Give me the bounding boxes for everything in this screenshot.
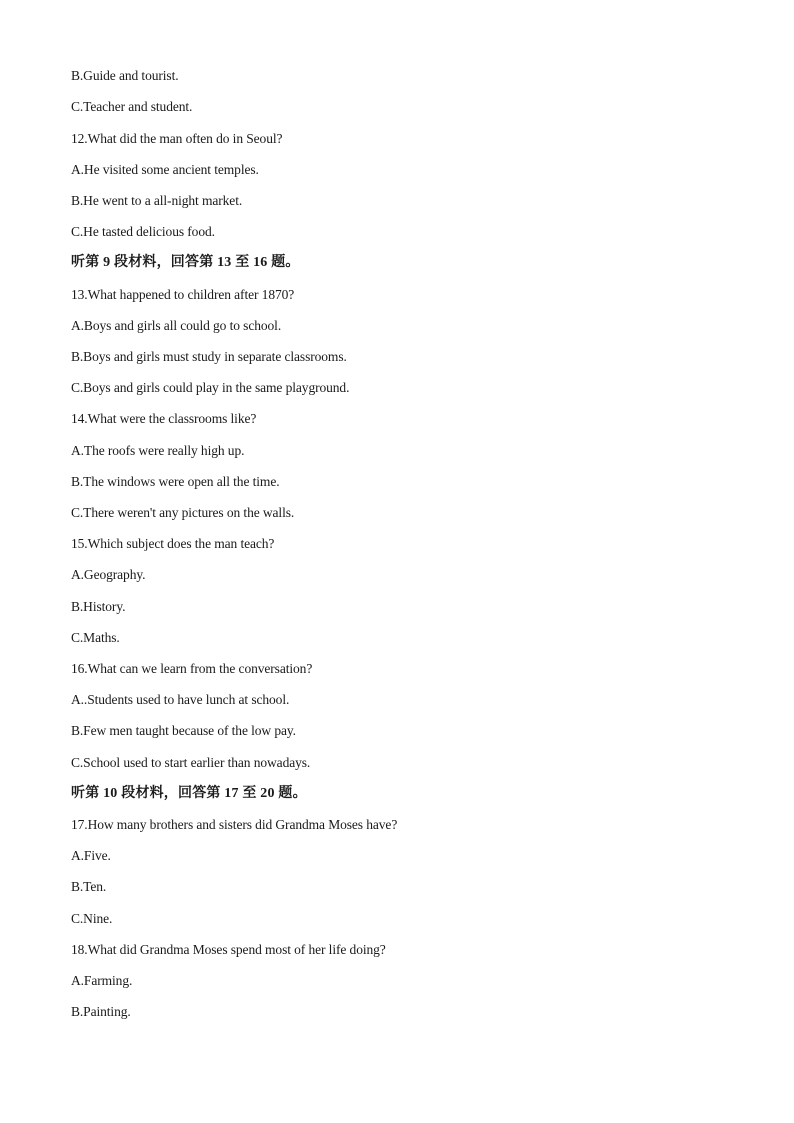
option-18b: B.Painting. — [71, 1004, 131, 1019]
option-16c: C.School used to start earlier than nowadays. — [71, 755, 311, 770]
question-18: 18.What did Grandma Moses spend most of her life doing? — [71, 942, 386, 957]
section-heading-10: 听第 10 段材料，回答第 17 至 20 题。 — [71, 786, 307, 801]
option-13c: C.Boys and girls could play in the same playground. — [71, 380, 350, 395]
option-17c: C.Nine. — [71, 911, 113, 926]
option-16b: B.Few men taught because of the low pay. — [71, 723, 296, 738]
option-16a: A..Students used to have lunch at school. — [71, 692, 290, 707]
option-15a: A.Geography. — [71, 567, 146, 582]
question-15: 15.Which subject does the man teach? — [71, 536, 275, 551]
option-17a: A.Five. — [71, 848, 111, 863]
option-14a: A.The roofs were really high up. — [71, 443, 245, 458]
option-15c: C.Maths. — [71, 630, 120, 645]
option-13a: A.Boys and girls all could go to school. — [71, 318, 282, 333]
option-17b: B.Ten. — [71, 879, 107, 894]
question-16: 16.What can we learn from the conversation? — [71, 661, 313, 676]
question-17: 17.How many brothers and sisters did Grandma Moses have? — [71, 817, 398, 832]
option-14b: B.The windows were open all the time. — [71, 474, 280, 489]
option-14c: C.There weren't any pictures on the walls. — [71, 505, 295, 520]
option-12b: B.He went to a all-night market. — [71, 193, 243, 208]
option-15b: B.History. — [71, 599, 126, 614]
question-14: 14.What were the classrooms like? — [71, 411, 257, 426]
question-12: 12.What did the man often do in Seoul? — [71, 131, 283, 146]
option-12c: C.He tasted delicious food. — [71, 224, 215, 239]
section-heading-9: 听第 9 段材料，回答第 13 至 16 题。 — [71, 255, 300, 270]
option-13b: B.Boys and girls must study in separate classrooms. — [71, 349, 347, 364]
option-12a: A.He visited some ancient temples. — [71, 162, 259, 177]
option-11c: C.Teacher and student. — [71, 99, 193, 114]
option-11b: B.Guide and tourist. — [71, 68, 179, 83]
question-13: 13.What happened to children after 1870? — [71, 287, 295, 302]
option-18a: A.Farming. — [71, 973, 133, 988]
